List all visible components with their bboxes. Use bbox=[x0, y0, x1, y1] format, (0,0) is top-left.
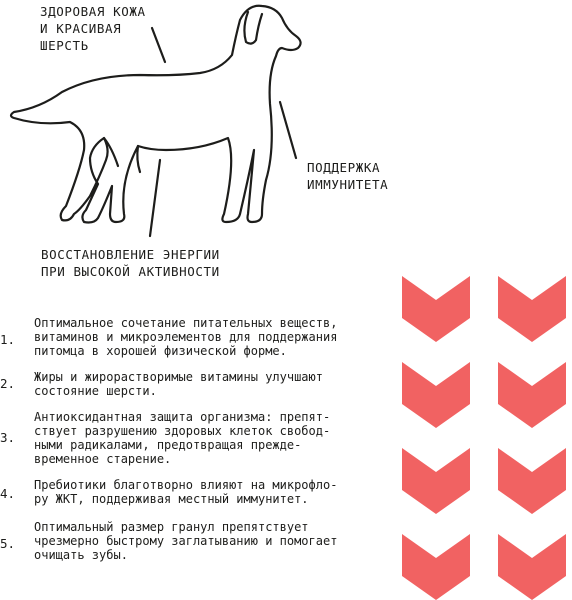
chevron-shape bbox=[498, 534, 566, 600]
callout-immunity: ПОДДЕРЖКА ИММУНИТЕТА bbox=[307, 160, 389, 192]
chevron-shape bbox=[402, 534, 470, 600]
benefit-text: Оптимальное сочетание питательных веществ, витаминов и микроэлементов для поддержания питомца в хорошей физической форме. bbox=[34, 316, 338, 358]
dog-ear bbox=[244, 12, 262, 44]
benefit-text: Оптимальный размер гранул препятствует чрезмерно быстрому заглатыванию и помогает очищать зубы. bbox=[34, 520, 338, 562]
callout-line-skin bbox=[152, 28, 165, 62]
benefit-item-4 bbox=[0, 478, 410, 510]
callout-line-energy bbox=[150, 160, 160, 236]
dog-belly-line bbox=[137, 146, 140, 172]
chevron-shape bbox=[498, 448, 566, 514]
benefit-number: 5. bbox=[0, 536, 16, 551]
chevron-shape bbox=[498, 276, 566, 342]
callout-skin-coat: ЗДОРОВАЯ КОЖА И КРАСИВАЯ ШЕРСТЬ bbox=[40, 4, 146, 53]
benefit-item-3 bbox=[0, 410, 410, 470]
callout-energy: ВОССТАНОВЛЕНИЕ ЭНЕРГИИ ПРИ ВЫСОКОЙ АКТИВНОСТИ bbox=[41, 247, 220, 279]
benefit-text: Жиры и жирорастворимые витамины улучшают состояние шерсти. bbox=[34, 370, 323, 398]
benefit-text: Пребиотики благотворно влияют на микрофло- ру ЖКТ, поддерживая местный иммунитет. bbox=[34, 478, 338, 506]
benefit-item-5 bbox=[0, 520, 410, 566]
chevron-shape bbox=[498, 362, 566, 428]
chevron-shape bbox=[402, 362, 470, 428]
benefit-number: 4. bbox=[0, 486, 16, 501]
chevron-shape bbox=[402, 448, 470, 514]
benefit-text: Антиоксидантная защита организма: препят- ствует разрушению здоровых клеток свобод- ными радикалами, предотвращая прежде- временное старение. bbox=[34, 410, 331, 466]
benefit-item-2 bbox=[0, 370, 410, 402]
chevron-shape bbox=[402, 276, 470, 342]
benefit-item-1 bbox=[0, 316, 410, 362]
benefit-number: 2. bbox=[0, 376, 16, 391]
benefit-number: 3. bbox=[0, 430, 16, 445]
decorative-chevrons bbox=[396, 270, 572, 600]
benefit-number: 1. bbox=[0, 332, 16, 347]
callout-line-immunity bbox=[280, 102, 296, 158]
